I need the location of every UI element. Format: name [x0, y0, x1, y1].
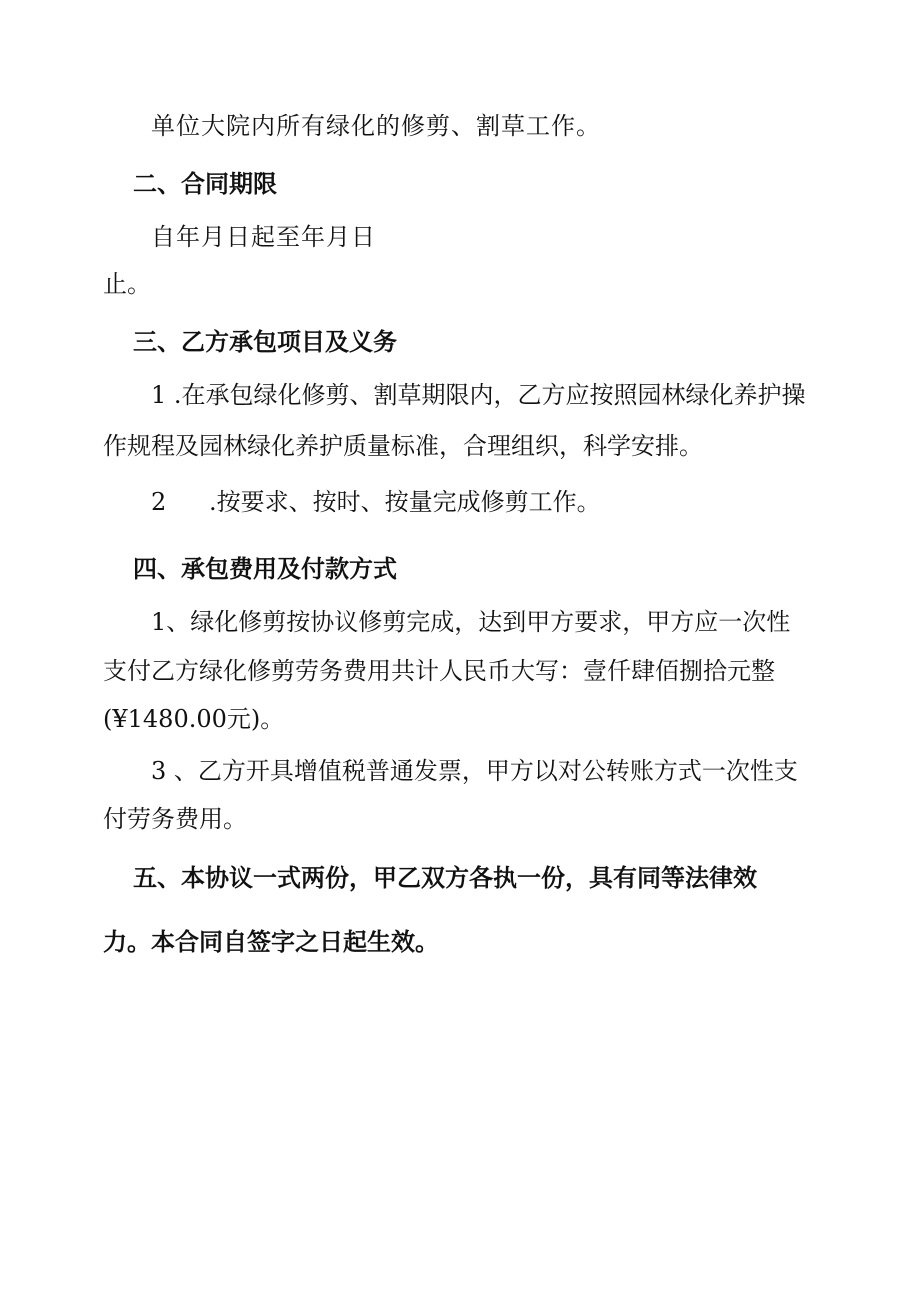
- section5-line2: 力。本合同自签字之日起生效。: [103, 928, 439, 956]
- section4-item1-line2: 支付乙方绿化修剪劳务费用共计人民币大写：壹仟肆佰捌拾元整: [103, 657, 775, 685]
- section2-body-line2: 止。: [103, 270, 151, 298]
- intro-line: 单位大院内所有绿化的修剪、割草工作。: [151, 112, 601, 140]
- section4-item1-line1: 1、绿化修剪按协议修剪完成，达到甲方要求，甲方应一次性: [151, 608, 791, 636]
- section3-item2: [151, 486, 601, 518]
- section3-item2-number: 2: [151, 488, 167, 516]
- section4-item3-line2: 付劳务费用。: [103, 805, 247, 833]
- section2-body-line1: 自年月日起至年月日: [151, 223, 376, 251]
- section4-item3-line1: 3 、乙方开具增值税普通发票，甲方以对公转账方式一次性支: [151, 757, 798, 785]
- section2-heading: 二、合同期限: [133, 170, 277, 198]
- section3-item1-line2: 作规程及园林绿化养护质量标准，合理组织，科学安排。: [103, 432, 703, 460]
- section3-item1-line1: 1 .在承包绿化修剪、割草期限内，乙方应按照园林绿化养护操: [151, 381, 806, 409]
- section5-line1: 五、本协议一式两份，甲乙双方各执一份，具有同等法律效: [133, 864, 757, 892]
- section4-item1-line3: (¥1480.00元)。: [103, 705, 285, 733]
- section4-heading: 四、承包费用及付款方式: [133, 555, 397, 583]
- section3-heading: 三、乙方承包项目及义务: [133, 328, 397, 356]
- section3-item2-text: .按要求、按时、按量完成修剪工作。: [209, 488, 601, 516]
